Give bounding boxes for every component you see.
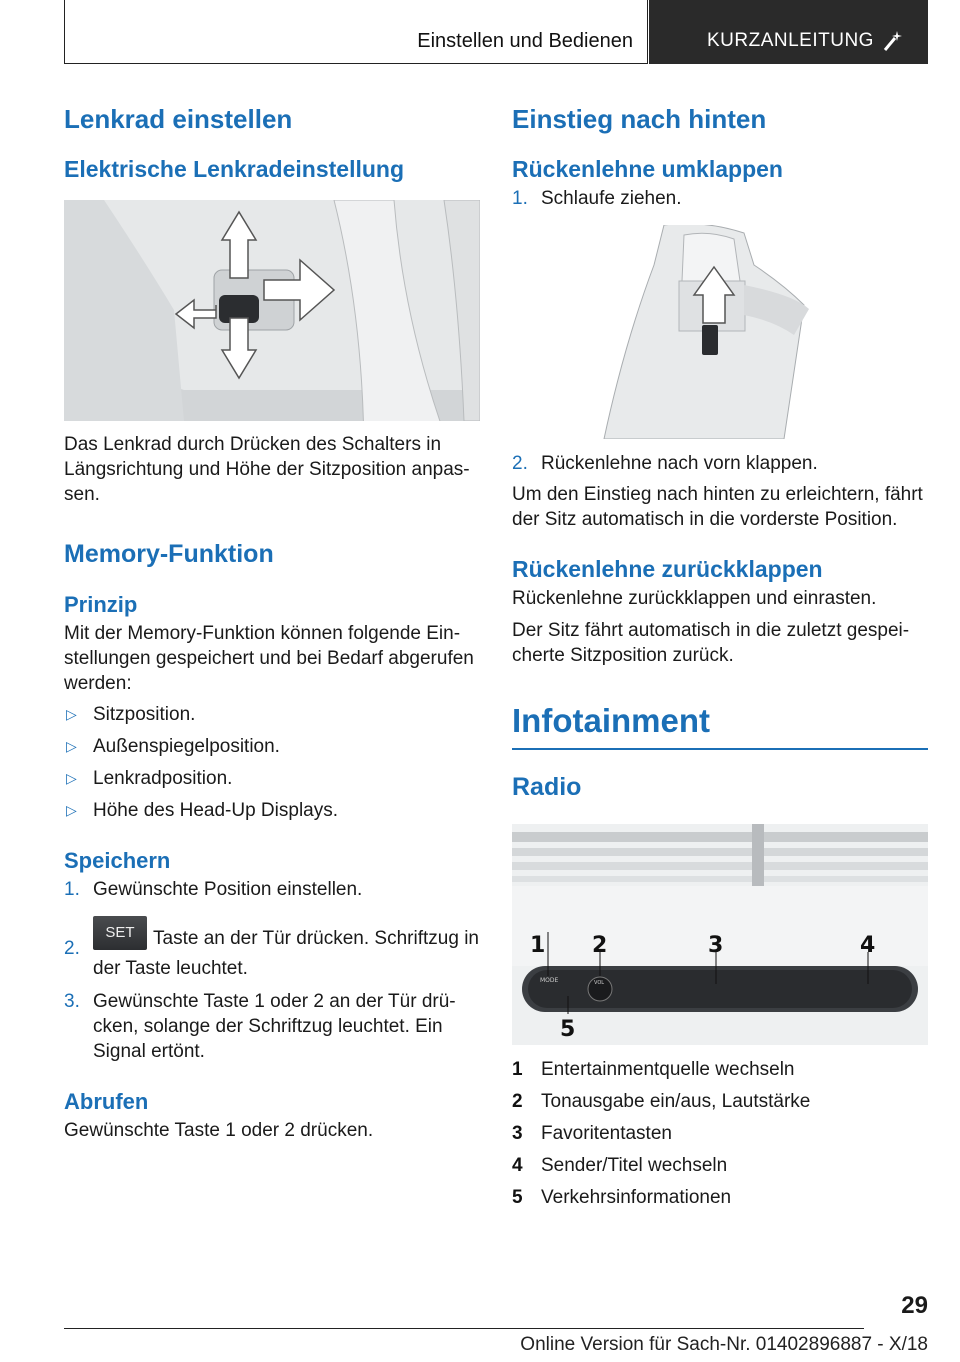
radio-panel-photo: [512, 824, 928, 1045]
section-tab: [64, 0, 648, 64]
para-lenkrad: Das Lenkrad durch Drücken des Schalters in Längsrichtung und Höhe der Sitzposition anpassen.: [64, 434, 470, 505]
list-item: ▷ Höhe des Head-Up Displays.: [66, 800, 339, 821]
magic-wand-icon: [881, 30, 903, 52]
para-zurueck-1: Rückenlehne zurückklappen und einrasten.: [512, 588, 877, 609]
list-item: 5 Verkehrsinformationen: [512, 1187, 732, 1208]
list-item: ▷ Sitzposition.: [66, 704, 196, 725]
heading-elektrisch: Elektrische Lenkradeinstellung: [64, 156, 405, 182]
callout-2: 2: [592, 933, 608, 958]
bullet-triangle-icon: ▷: [66, 770, 77, 786]
set-key-icon: SET: [93, 916, 147, 950]
list-item: ▷ Lenkradposition.: [66, 768, 233, 789]
heading-abrufen: Abrufen: [64, 1089, 149, 1114]
list-item: 2. SET Taste an der Tür drücken. Schriftzug in der Taste leuchtet.: [64, 922, 480, 981]
list-item: 3. Gewünschte Taste 1 oder 2 an der Tür drücken, solange der Schriftzug leuchtet. Ein Signal ertönt.: [64, 991, 456, 1062]
page-header: [64, 0, 928, 66]
list-item: 1 Entertainmentquelle wechseln: [512, 1059, 795, 1080]
umklappen-step2: [512, 451, 928, 476]
heading-speichern: Speichern: [64, 848, 171, 873]
list-item: 2. Rückenlehne nach vorn klappen.: [512, 453, 818, 474]
para-einstieg: Um den Einstieg nach hinten zu erleichtern, fährt der Sitz automatisch in die vorderste Position.: [512, 484, 923, 530]
heading-rule: [512, 748, 928, 750]
list-item: 2 Tonausgabe ein/aus, Lautstärke: [512, 1091, 811, 1112]
callout-1: 1: [530, 933, 546, 958]
steering-adjust-photo: [64, 200, 480, 421]
bullet-triangle-icon: ▷: [66, 706, 77, 722]
para-zurueck-2: Der Sitz fährt automatisch in die zuletzt gespeicherte Sitzposition zurück.: [512, 620, 910, 666]
speichern-steps: [64, 877, 480, 1064]
seat-loop-illustration: [594, 225, 844, 439]
page-number: 29: [901, 1292, 928, 1319]
callout-5: 5: [560, 1017, 576, 1042]
heading-infotainment: Infotainment: [512, 702, 710, 739]
section-title: Einstellen und Bedienen: [417, 30, 633, 52]
memory-bullet-list: [64, 702, 480, 823]
chapter-title: KURZANLEITUNG: [707, 30, 874, 51]
heading-lenkrad: Lenkrad einstellen: [64, 104, 293, 134]
para-abrufen: Gewünschte Taste 1 oder 2 drücken.: [64, 1120, 374, 1141]
heading-radio: Radio: [512, 773, 582, 801]
para-prinzip: Mit der Memory-Funktion können folgende Einstellungen gespeichert und bei Bedarf abgerufen werden:: [64, 623, 474, 694]
vol-label: VOL: [594, 980, 605, 986]
list-item: 4 Sender/Titel wechseln: [512, 1155, 728, 1176]
heading-memory: Memory-Funktion: [64, 540, 274, 568]
left-column: [64, 100, 480, 1143]
list-item: 1. Schlaufe ziehen.: [512, 188, 682, 209]
seat-backrest-photo: [594, 225, 844, 439]
heading-zurueckklappen: Rückenlehne zurückklappen: [512, 556, 823, 582]
radio-legend: [512, 1057, 928, 1210]
footer-rule: [64, 1328, 864, 1329]
chapter-tab: [649, 0, 928, 64]
callout-4: 4: [860, 933, 876, 958]
list-item: ▷ Außenspiegelposition.: [66, 736, 280, 757]
heading-einstieg: Einstieg nach hinten: [512, 104, 767, 134]
bullet-triangle-icon: ▷: [66, 738, 77, 754]
heading-prinzip: Prinzip: [64, 592, 138, 617]
heading-umklappen: Rückenlehne umklappen: [512, 156, 783, 182]
umklappen-step1: [512, 186, 928, 211]
list-item: 3 Favoritentasten: [512, 1123, 672, 1144]
footer-version-text: Online Version für Sach-Nr. 01402896887 - X/18: [520, 1334, 928, 1355]
list-item: 1. Gewünschte Position einstellen.: [64, 879, 363, 900]
steering-switch-illustration: [64, 200, 480, 421]
mode-label: MODE: [540, 977, 559, 984]
bullet-triangle-icon: ▷: [66, 802, 77, 818]
callout-3: 3: [708, 933, 724, 958]
right-column: [512, 100, 928, 1210]
radio-panel-illustration: [512, 824, 928, 1045]
